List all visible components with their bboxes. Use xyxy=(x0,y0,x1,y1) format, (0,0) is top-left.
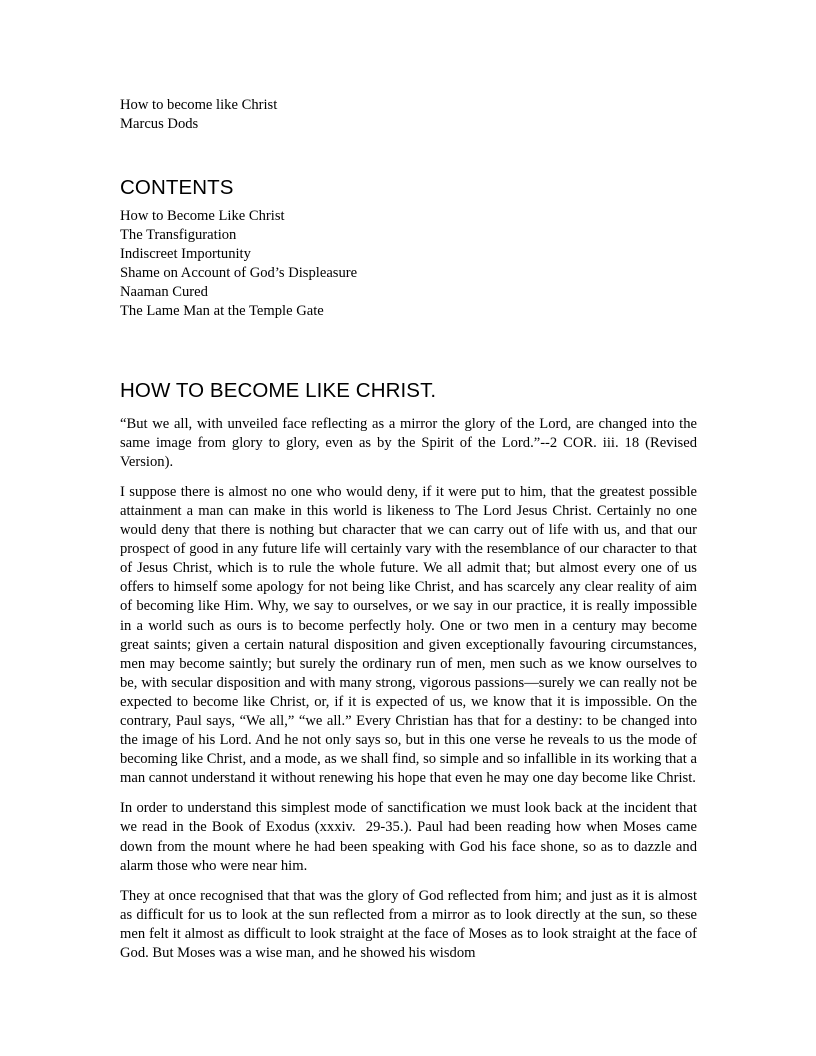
contents-item: How to Become Like Christ xyxy=(120,208,285,224)
chapter-body xyxy=(120,415,701,964)
contents-heading: CONTENTS xyxy=(120,176,234,199)
front-matter xyxy=(120,96,697,134)
chapter-section xyxy=(120,378,701,964)
body-paragraph: They at once recognised that that was the glory of God reflected from him; and just as it is almost as difficult for us to look at the sun reflected from a mirror as to look directly at the sun, so these men felt it almost as difficult to look straight at the face of Moses as to look straight at the face of God. But Moses was a wise man, and he showed his wisdom xyxy=(120,887,701,961)
body-paragraph: I suppose there is almost no one who would deny, if it were put to him, that the greatest possible attainment a man can make in this world is likeness to The Lord Jesus Christ. Certainly no one would deny that there is nothing but character that we can carry out of life with us, and that our prospect of good in any future life will certainly vary with the resemblance of our character to that of Jesus Christ, which is to rule the whole future. We all admit that; but almost every one of us offers to himself some apology for not being like Christ, and has scarcely any clear reality of aim of becoming like Him. Why, we say to ourselves, or we say in our practice, it is really impossible in a world such as ours is to become perfectly holy. One or two men in a century may become great saints; given a certain natural disposition and given exceptionally favouring circumstances, men may become saintly; but surely the ordinary run of men, men such as we know ourselves to be, with secular disposition and with many strong, vigorous passions—surely we can really not be expected to become like Christ, or, if it is expected of us, we know that it is impossible. On the contrary, Paul says, “We all,” “we all.” Every Christian has that for a destiny: to be changed into the image of his Lord. And he not only says so, but in this one verse he reveals to us the mode of becoming like Christ, and a mode, as we shall find, so simple and so infallible in its working that a man cannot understand it without renewing his hope that even he may one day become like Christ. xyxy=(120,483,701,787)
contents-item: The Lame Man at the Temple Gate xyxy=(120,303,324,320)
document-title: How to become like Christ xyxy=(120,97,278,113)
chapter-epigraph: “But we all, with unveiled face reflecting as a mirror the glory of the Lord, are changed into the same image from glory to glory, even as by the Spirit of the Lord.”--2 COR. iii. 18 (Revised Version). xyxy=(120,415,701,470)
page-content xyxy=(120,96,701,963)
contents-item: The Transfiguration xyxy=(120,227,237,244)
body-paragraph: In order to understand this simplest mode of sanctification we must look back at the incident that we read in the Book of Exodus (xxxiv. 29-35.). Paul had been reading how when Moses came down from the mount where he had been speaking with God his face shone, so as to dazzle and alarm those who were near him. xyxy=(120,800,701,874)
document-author: Marcus Dods xyxy=(120,116,199,132)
chapter-heading: HOW TO BECOME LIKE CHRIST. xyxy=(120,378,437,402)
contents-item: Shame on Account of God’s Displeasure xyxy=(120,265,358,282)
contents-item: Indiscreet Importunity xyxy=(120,246,251,263)
contents-list xyxy=(120,207,697,322)
contents-section xyxy=(120,176,697,322)
contents-item: Naaman Cured xyxy=(120,284,208,301)
